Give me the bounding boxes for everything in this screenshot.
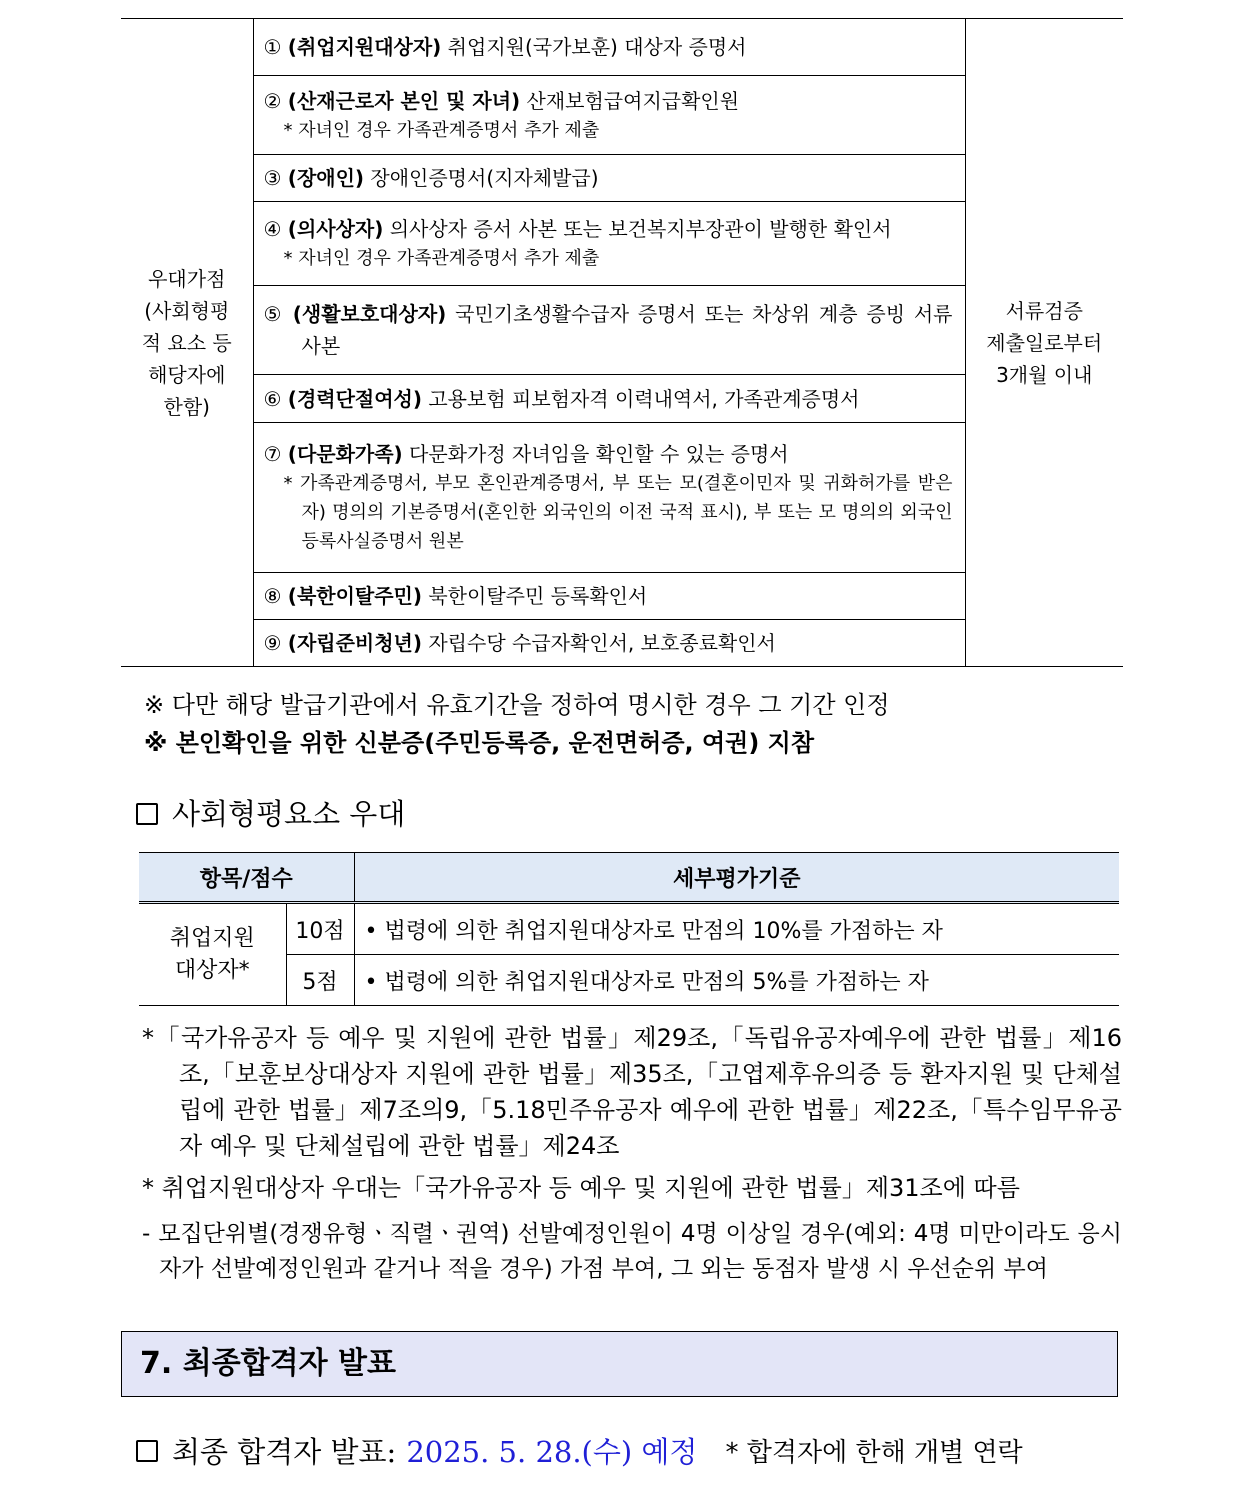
score-cell: 5점 bbox=[286, 955, 354, 1006]
category-cell bbox=[139, 903, 286, 1006]
doc-row: ③ (장애인) 장애인증명서(지자체발급) bbox=[253, 155, 965, 202]
social-equity-table bbox=[139, 852, 1119, 1006]
score-cell: 10점 bbox=[286, 903, 354, 955]
documents-table bbox=[121, 18, 1123, 667]
preference-footnote: * 취업지원대상자 우대는「국가유공자 등 예우 및 지원에 관한 법률」제31조에 따름 bbox=[142, 1174, 1020, 1202]
social-section-heading bbox=[136, 796, 405, 832]
checkbox-square-icon bbox=[136, 1440, 158, 1462]
doc-row: ⑤ (생활보호대상자) 국민기초생활수급자 증명서 또는 차상위 계층 증빙 서류 사본 bbox=[253, 286, 965, 375]
category-label: 취업지원 대상자* bbox=[169, 925, 255, 983]
doc-row: ⑦ (다문화가족) 다문화가정 자녀임을 확인할 수 있는 증명서 * 가족관계증명서, 부모 혼인관계증명서, 부 또는 모(결혼이민자 및 귀화허가를 받은 자) 명의의 기본증명서(혼인한 외국인의 이전 국적 표시), 부 또는 모 명의의 외국인 등록사실증명서 원본 bbox=[253, 423, 965, 573]
criteria-cell: • 법령에 의한 취업지원대상자로 만점의 10%를 가점하는 자 bbox=[354, 903, 1119, 955]
item-score-header: 항목/점수 bbox=[139, 853, 354, 903]
doc-row: ⑧ (북한이탈주민) 북한이탈주민 등록확인서 bbox=[253, 573, 965, 620]
section-heading-text: 사회형평요소 우대 bbox=[172, 797, 406, 831]
id-card-note: ※ 본인확인을 위한 신분증(주민등록증, 운전면허증, 여권) 지참 bbox=[144, 729, 815, 757]
announcement-label: 최종 합격자 발표: bbox=[172, 1435, 397, 1469]
criteria-header: 세부평가기준 bbox=[354, 853, 1119, 903]
announcement-date: 2025. 5. 28.(수) 예정 bbox=[406, 1435, 698, 1469]
validity-note: ※ 다만 해당 발급기관에서 유효기간을 정하여 명시한 경우 그 기간 인정 bbox=[144, 691, 890, 719]
section7-banner: 7. 최종합격자 발표 bbox=[121, 1331, 1118, 1397]
doc-row: ⑨ (자립준비청년) 자립수당 수급자확인서, 보호종료확인서 bbox=[253, 620, 965, 667]
final-announcement bbox=[136, 1430, 1023, 1471]
validity-cell bbox=[965, 19, 1123, 667]
unit-footnote: - 모집단위별(경쟁유형ㆍ직렬ㆍ권역) 선발예정인원이 4명 이상일 경우(예외: 4명 미만이라도 응시자가 선발예정인원과 같거나 적을 경우) 가점 부여, 그 외는 동점자 발생 시 우선순위 부여 bbox=[142, 1221, 1122, 1282]
bonus-category-label: 우대가점 (사회형평 적 요소 등 해당자에 한함) bbox=[141, 266, 232, 419]
criteria-cell: • 법령에 의한 취업지원대상자로 만점의 5%를 가점하는 자 bbox=[354, 955, 1119, 1006]
validity-label: 서류검증 제출일로부터 3개월 이내 bbox=[986, 298, 1103, 387]
bonus-category-cell bbox=[121, 19, 253, 667]
checkbox-square-icon bbox=[136, 803, 158, 825]
doc-row: ④ (의사상자) 의사상자 증서 사본 또는 보건복지부장관이 발행한 확인서 * 자녀인 경우 가족관계증명서 추가 제출 bbox=[253, 202, 965, 286]
laws-footnote: *「국가유공자 등 예우 및 지원에 관한 법률」제29조,「독립유공자예우에 관한 법률」제16조,「보훈보상대상자 지원에 관한 법률」제35조,「고엽제후유의증 등 환자지원 및 단체설립에 관한 법률」제7조의9,「5.18민주유공자 예우에 관한 법률」제22조,「특수임무유공자 예우 및 단체설립에 관한 법률」제24조 bbox=[142, 1024, 1122, 1160]
doc-row: ② (산재근로자 본인 및 자녀) 산재보험급여지급확인원 * 자녀인 경우 가족관계증명서 추가 제출 bbox=[253, 76, 965, 155]
announcement-note: * 합격자에 한해 개별 연락 bbox=[725, 1438, 1023, 1468]
doc-row: ⑥ (경력단절여성) 고용보험 피보험자격 이력내역서, 가족관계증명서 bbox=[253, 375, 965, 423]
doc-row: ① (취업지원대상자) 취업지원(국가보훈) 대상자 증명서 bbox=[253, 19, 965, 76]
